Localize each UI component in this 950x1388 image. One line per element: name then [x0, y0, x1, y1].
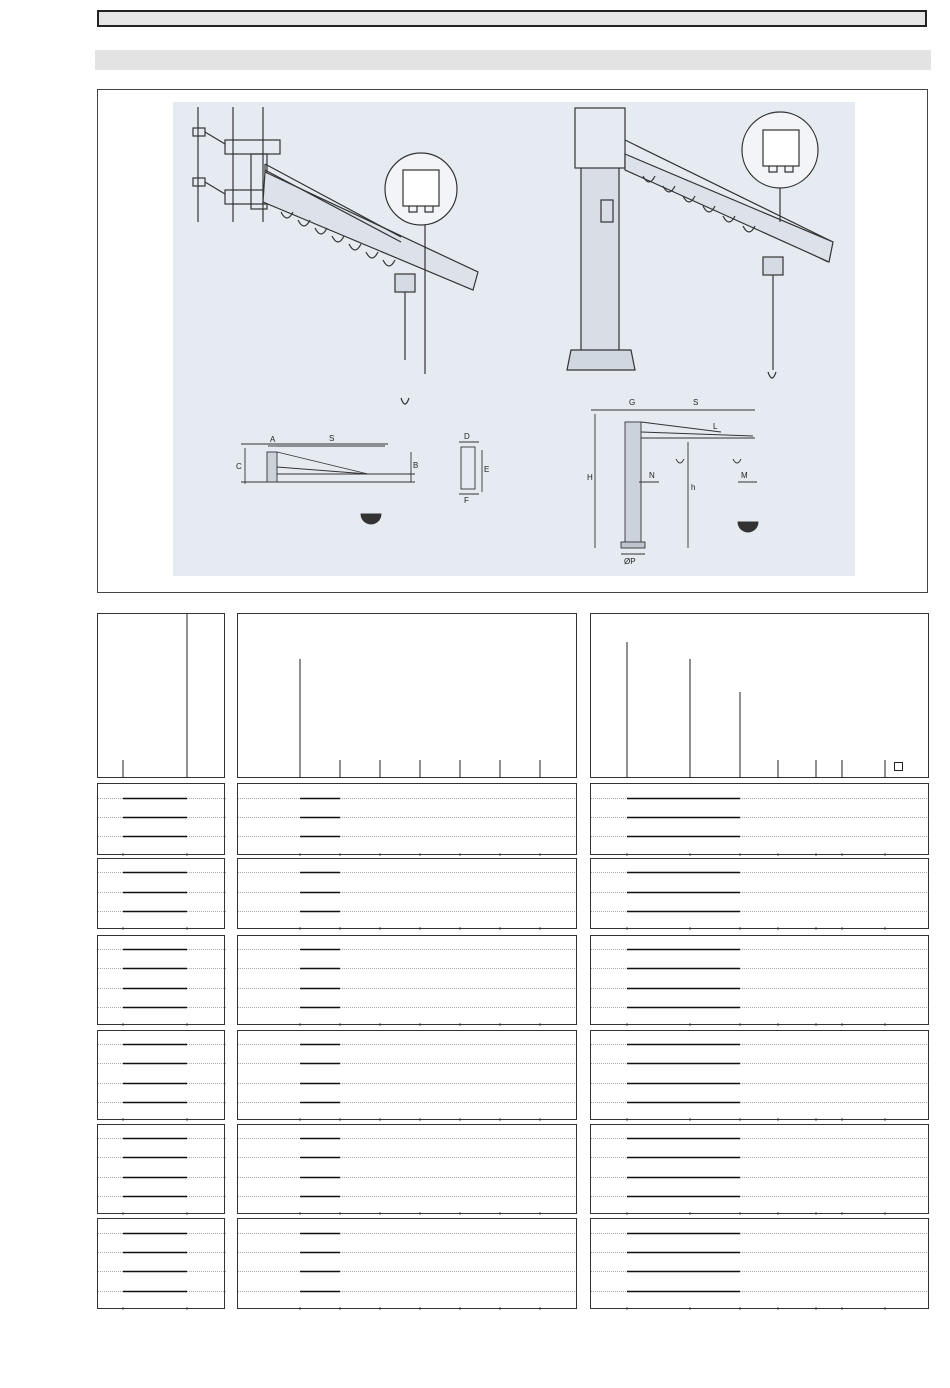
- dim-label-l: L: [713, 422, 718, 431]
- pillar-crane-dimension-diagram: [591, 410, 758, 554]
- table-group-rules: [591, 859, 928, 928]
- pillar-crane-illustration: [567, 108, 833, 378]
- table-group-6-col-2: [237, 1218, 577, 1309]
- table-group-rules: [591, 1219, 928, 1308]
- dim-label-h-upper: H: [587, 473, 593, 482]
- header-checkbox[interactable]: [894, 762, 903, 771]
- table-group-4-col-2: [237, 1030, 577, 1120]
- table-group-1-col-3: [590, 783, 929, 855]
- table-group-rules: [238, 859, 576, 928]
- table-group-6-col-1: [97, 1218, 225, 1309]
- table-group-rules: [98, 936, 224, 1024]
- header-panel-left: [97, 613, 225, 778]
- header-panel-right: [590, 613, 929, 778]
- header-right-lines: [591, 614, 928, 777]
- table-group-4-col-3: [590, 1030, 929, 1120]
- dim-label-c: C: [236, 462, 242, 471]
- dim-label-diameter-p: ØP: [624, 557, 636, 566]
- dim-label-e: E: [484, 465, 490, 474]
- header-middle-lines: [238, 614, 576, 777]
- dim-label-b: B: [413, 461, 419, 470]
- table-group-rules: [98, 1219, 224, 1308]
- table-group-5-col-2: [237, 1124, 577, 1214]
- table-group-2-col-3: [590, 858, 929, 929]
- wall-crane-illustration: [193, 107, 478, 404]
- table-group-rules: [98, 1031, 224, 1119]
- table-group-rules: [98, 859, 224, 928]
- dim-label-a: A: [270, 435, 276, 444]
- section-subtitle-bar: [95, 50, 931, 70]
- table-group-rules: [238, 1125, 576, 1213]
- dim-label-f: F: [464, 496, 469, 505]
- table-group-6-col-3: [590, 1218, 929, 1309]
- dim-label-h-lower: h: [691, 483, 696, 492]
- table-group-rules: [238, 1031, 576, 1119]
- table-group-2-col-2: [237, 858, 577, 929]
- table-group-1-col-1: [97, 783, 225, 855]
- table-group-rules: [238, 1219, 576, 1308]
- table-group-3-col-1: [97, 935, 225, 1025]
- header-left-lines: [98, 614, 224, 777]
- dim-label-g: G: [629, 398, 636, 407]
- table-group-3-col-3: [590, 935, 929, 1025]
- table-group-rules: [98, 784, 224, 854]
- dim-label-s-pillar: S: [693, 398, 699, 407]
- table-group-rules: [238, 936, 576, 1024]
- table-group-rules: [591, 784, 928, 854]
- dim-label-n: N: [649, 471, 655, 480]
- dim-label-d: D: [464, 432, 470, 441]
- table-group-1-col-2: [237, 783, 577, 855]
- crane-drawing: [173, 102, 855, 576]
- table-group-4-col-1: [97, 1030, 225, 1120]
- table-group-rules: [591, 1125, 928, 1213]
- table-group-2-col-1: [97, 858, 225, 929]
- header-panel-middle: [237, 613, 577, 778]
- table-group-3-col-2: [237, 935, 577, 1025]
- dim-label-s-wall: S: [329, 434, 335, 443]
- technical-figure-frame: [97, 89, 928, 593]
- document-title-bar: [97, 10, 927, 27]
- crane-drawing-svg: [173, 102, 855, 576]
- table-group-rules: [98, 1125, 224, 1213]
- table-group-5-col-1: [97, 1124, 225, 1214]
- table-group-rules: [591, 1031, 928, 1119]
- wall-crane-dimension-diagram: [241, 442, 482, 524]
- dim-label-m: M: [741, 471, 748, 480]
- table-group-rules: [591, 936, 928, 1024]
- table-group-5-col-3: [590, 1124, 929, 1214]
- table-group-rules: [238, 784, 576, 854]
